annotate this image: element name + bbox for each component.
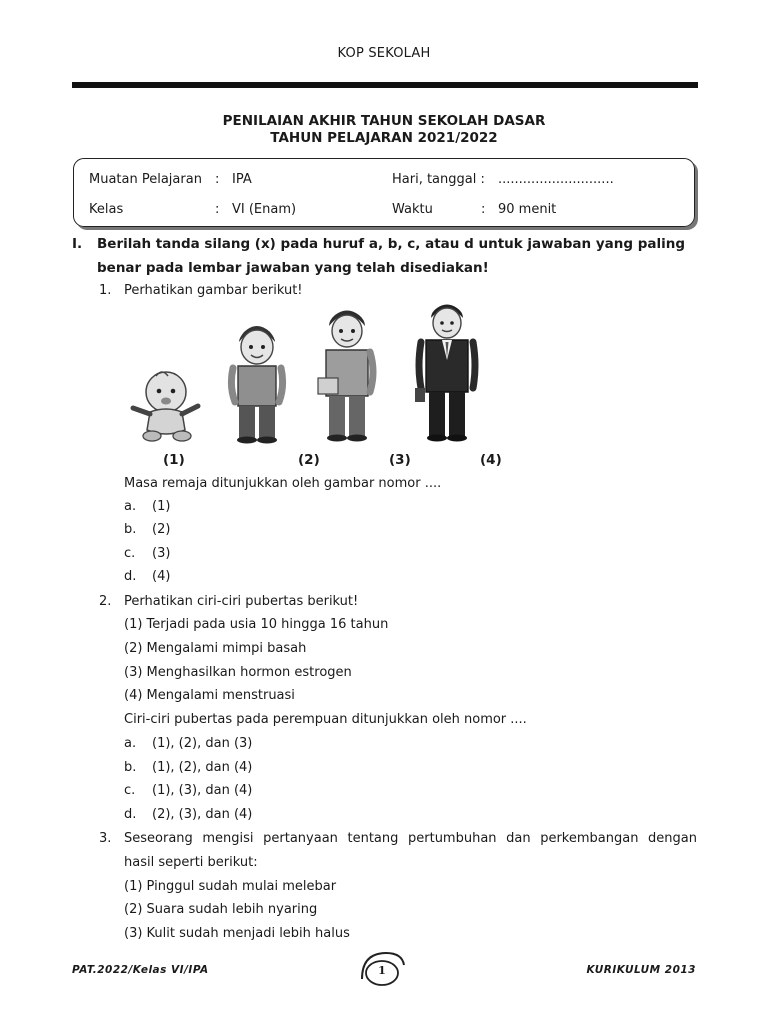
exam-info-box — [73, 158, 695, 227]
q3-number: 3. — [99, 831, 112, 846]
figure-label-1: (1) — [163, 452, 185, 468]
exam-title-line1: PENILAIAN AKHIR TAHUN SEKOLAH DASAR — [222, 113, 546, 129]
school-letterhead: KOP SEKOLAH — [337, 46, 431, 61]
q2-option-d-letter[interactable]: d. — [124, 807, 137, 822]
page-number-badge — [356, 949, 408, 993]
child-figure — [226, 322, 288, 444]
q2-option-c-letter[interactable]: c. — [124, 783, 136, 798]
class-value: VI (Enam) — [232, 202, 297, 217]
subject-label: Muatan Pelajaran — [89, 172, 202, 187]
q1-option-d-text: (4) — [152, 569, 171, 584]
q3-item-1: (1) Pinggul sudah mulai melebar — [124, 879, 337, 894]
q2-number: 2. — [99, 594, 112, 609]
q2-item-1: (1) Terjadi pada usia 10 hingga 16 tahun — [124, 617, 389, 632]
q2-question: Ciri-ciri pubertas pada perempuan ditunjukkan oleh nomor .... — [124, 712, 527, 727]
footer-exam-code: PAT.2022/Kelas VI/IPA — [72, 964, 209, 976]
q1-option-c-letter[interactable]: c. — [124, 546, 136, 561]
date-value: ............................ — [498, 172, 614, 187]
exam-title — [0, 113, 768, 147]
figure-label-3: (3) — [389, 452, 411, 468]
page-number: 1 — [378, 964, 386, 977]
q1-option-b-text: (2) — [152, 522, 171, 537]
q2-option-b-letter[interactable]: b. — [124, 760, 137, 775]
q2-option-d-text: (2), (3), dan (4) — [152, 807, 253, 822]
class-colon: : — [215, 202, 220, 217]
class-label: Kelas — [89, 202, 124, 217]
q2-option-a-text: (1), (2), dan (3) — [152, 736, 253, 751]
q1-option-c-text: (3) — [152, 546, 171, 561]
header-rule — [72, 82, 698, 88]
time-label: Waktu — [392, 202, 433, 217]
q1-option-b-letter[interactable]: b. — [124, 522, 137, 537]
q2-option-c-text: (1), (3), dan (4) — [152, 783, 253, 798]
date-label: Hari, tanggal : — [392, 172, 485, 187]
q3-prompt-line1: Seseorang mengisi pertanyaan tentang pertumbuhan dan perkembangan dengan — [124, 831, 697, 846]
adult-figure — [412, 302, 482, 444]
teen-figure — [312, 308, 382, 444]
q2-item-2: (2) Mengalami mimpi basah — [124, 641, 307, 656]
q2-item-4: (4) Mengalami menstruasi — [124, 688, 295, 703]
q1-option-a-text: (1) — [152, 499, 171, 514]
q1-option-d-letter[interactable]: d. — [124, 569, 137, 584]
q1-number: 1. — [99, 283, 112, 298]
q2-prompt: Perhatikan ciri-ciri pubertas berikut! — [124, 594, 359, 609]
q1-question: Masa remaja ditunjukkan oleh gambar nomor .... — [124, 476, 442, 491]
footer-curriculum: KURIKULUM 2013 — [586, 964, 696, 976]
q2-option-b-text: (1), (2), dan (4) — [152, 760, 253, 775]
q2-option-a-letter[interactable]: a. — [124, 736, 137, 751]
figure-label-4: (4) — [480, 452, 502, 468]
section-instruction-text: Berilah tanda silang (x) pada huruf a, b, c, atau d untuk jawaban yang paling benar pada lembar jawaban yang telah disediakan! — [97, 236, 686, 276]
q3-item-3: (3) Kulit sudah menjadi lebih halus — [124, 926, 350, 941]
q2-item-3: (3) Menghasilkan hormon estrogen — [124, 665, 352, 680]
subject-colon: : — [215, 172, 220, 187]
time-colon: : — [481, 202, 486, 217]
q1-option-a-letter[interactable]: a. — [124, 499, 137, 514]
subject-value: IPA — [232, 172, 252, 187]
q3-prompt-line2: hasil seperti berikut: — [124, 855, 258, 870]
figure-label-2: (2) — [298, 452, 320, 468]
exam-title-line2: TAHUN PELAJARAN 2021/2022 — [270, 130, 498, 146]
time-value: 90 menit — [498, 202, 557, 217]
section-number: I. — [72, 236, 83, 252]
q1-prompt: Perhatikan gambar berikut! — [124, 283, 303, 298]
baby-figure — [128, 364, 204, 444]
q3-item-2: (2) Suara sudah lebih nyaring — [124, 902, 318, 917]
